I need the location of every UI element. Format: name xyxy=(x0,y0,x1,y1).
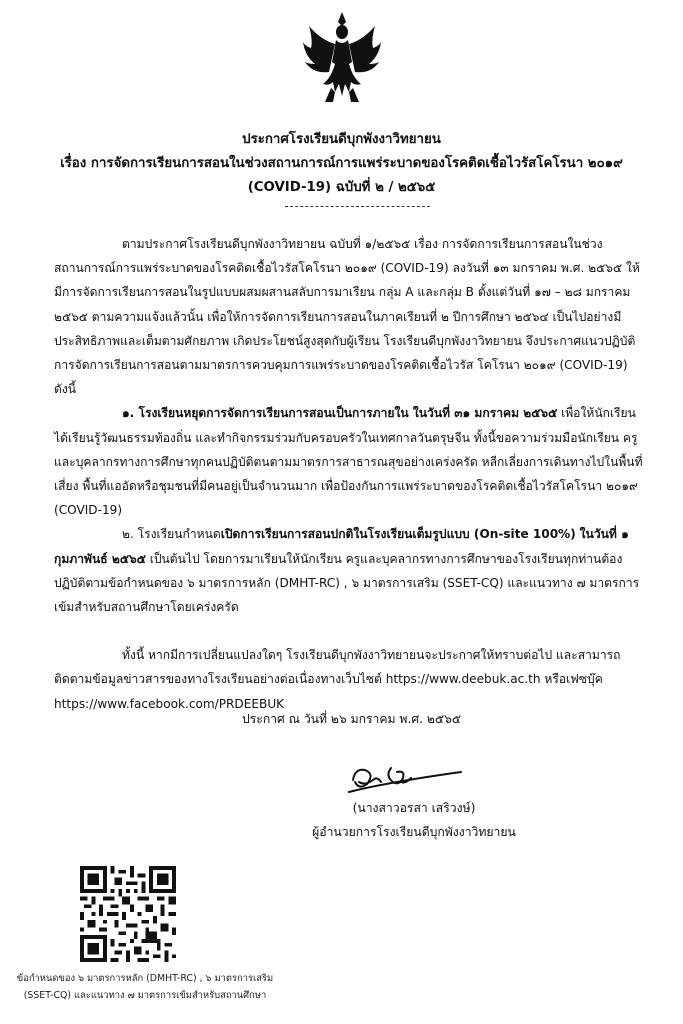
qr-caption-line-1: ข้อกำหนดของ ๖ มาตรการหลัก (DMHT-RC) , ๖ มาตรการเสริม xyxy=(16,973,274,984)
announcement-body xyxy=(54,232,643,716)
announcement-header xyxy=(40,128,643,200)
qr-caption-line-2: (SSET-CQ) และแนวทาง ๗ มาตรการเข้มสำหรับสถานศึกษา xyxy=(23,990,267,1001)
announcement-date: ประกาศ ณ วันที่ ๒๖ มกราคม พ.ศ. ๒๕๖๕ xyxy=(242,712,462,726)
qr-caption xyxy=(0,970,290,1004)
signer-block xyxy=(294,796,534,844)
item-2-heading: เปิดการเรียนการสอนปกติในโรงเรียนเต็มรูปแบบ (On-site 100%) xyxy=(220,527,576,542)
item-2-date: ในวันที่ ๑ กุมภาพันธ์ ๒๕๖๕ xyxy=(54,527,629,566)
intro-paragraph: ตามประกาศโรงเรียนดีบุกพังงาวิทยายน ฉบับที่ ๑/๒๕๖๕ เรื่อง การจัดการเรียนการสอนในช่วงสถานการณ์การแพร่ระบาดของโรคติดเชื้อไวรัสโคโรนา ๒๐๑๙ (COVID-19) ลงวันที่ ๑๓ มกราคม พ.ศ. ๒๕๖๕ ให้มีการจัดการเรียนการสอนในรูปแบบผสมผสานสลับการมาเรียน กลุ่ม A และกลุ่ม B ตั้งแต่วันที่ ๑๗ – ๒๘ มกราคม ๒๕๖๕ ตามความแจ้งแล้วนั้น เพื่อให้การจัดการเรียนการสอนในภาคเรียนที่ ๒ ปีการศึกษา ๒๕๖๔ เป็นไปอย่างมีประสิทธิภาพและเต็มตามศักยภาพ เกิดประโยชน์สูงสุดกับผู้เรียน โรงเรียนดีบุกพังงาวิทยายน จึงประกาศแนวปฏิบัติการจัดการเรียนการสอนตามมาตรการควบคุมการแพร่ระบาดของโรคติดเชื้อไวรัส โคโรนา ๒๐๑๙ (COVID-19) ดังนี้ xyxy=(54,237,640,397)
item-1-paragraph xyxy=(54,401,643,522)
item-2-paragraph xyxy=(54,522,643,619)
garuda-emblem-icon xyxy=(303,10,381,106)
header-divider xyxy=(285,206,430,207)
announcement-subject-cont: (COVID-19) ฉบับที่ ๒ / ๒๕๖๕ xyxy=(247,180,436,195)
item-1-heading: ๑. โรงเรียนหยุดการจัดการเรียนการสอนเป็นการภายใน ในวันที่ ๓๑ มกราคม ๒๕๖๕ xyxy=(122,406,558,421)
item-2-text: เป็นต้นไป โดยการมาเรียนให้นักเรียน ครูและบุคลากรทางการศึกษาของโรงเรียนทุกท่านต้องปฏิบัติตามข้อกำหนดของ ๖ มาตรการหลัก (DMHT-RC) , ๖ มาตรการเสริม (SSET-CQ) และแนวทาง ๗ มาตรการเข้มสำหรับสถานศึกษาโดยเคร่งครัด xyxy=(54,551,640,615)
signature-icon xyxy=(345,758,465,798)
qr-code-icon[interactable] xyxy=(80,866,176,962)
announcement-issuer: ประกาศโรงเรียนดีบุกพังงาวิทยายน xyxy=(242,132,441,147)
signer-position: ผู้อำนวยการโรงเรียนดีบุกพังงาวิทยายน xyxy=(312,825,516,839)
item-2-prefix: ๒. โรงเรียนกำหนด xyxy=(122,527,221,542)
closing-paragraph: ทั้งนี้ หากมีการเปลี่ยนแปลงใดๆ โรงเรียนดีบุกพังงาวิทยายนจะประกาศให้ทราบต่อไป และสามารถติดตามข้อมูลข่าวสารของทางโรงเรียนอย่างต่อเนื่องทางเว็บไซต์ https://www.deebuk.ac.th หรือเฟซบุ๊ค https://www.facebook.com/PRDEEBUK xyxy=(54,648,621,711)
item-1-text: เพื่อให้นักเรียนได้เรียนรู้วัฒนธรรมท้องถิ่น และทำกิจกรรมร่วมกับครอบครัวในเทศกาลวันตรุษจีน ทั้งนี้ขอความร่วมมือนักเรียน ครูและบุคลากรทางการศึกษาทุกคนปฏิบัติตนตามมาตรการสาธารณสุขอย่างเคร่งครัด หลีกเลี่ยงการเดินทางไปในพื้นที่เสี่ยง พื้นที่แออัดหรือชุมชนที่มีคนอยู่เป็นจำนวนมาก เพื่อป้องกันการแพร่ระบาดของโรคติดเชื้อไวรัสโคโรนา ๒๐๑๙ (COVID-19) xyxy=(54,406,643,518)
signer-name: (นางสาวอรสา เสริวงษ์) xyxy=(352,801,476,815)
announcement-subject: เรื่อง การจัดการเรียนการสอนในช่วงสถานการณ์การแพร่ระบาดของโรคติดเชื้อไวรัสโคโรนา ๒๐๑๙ xyxy=(60,156,623,171)
